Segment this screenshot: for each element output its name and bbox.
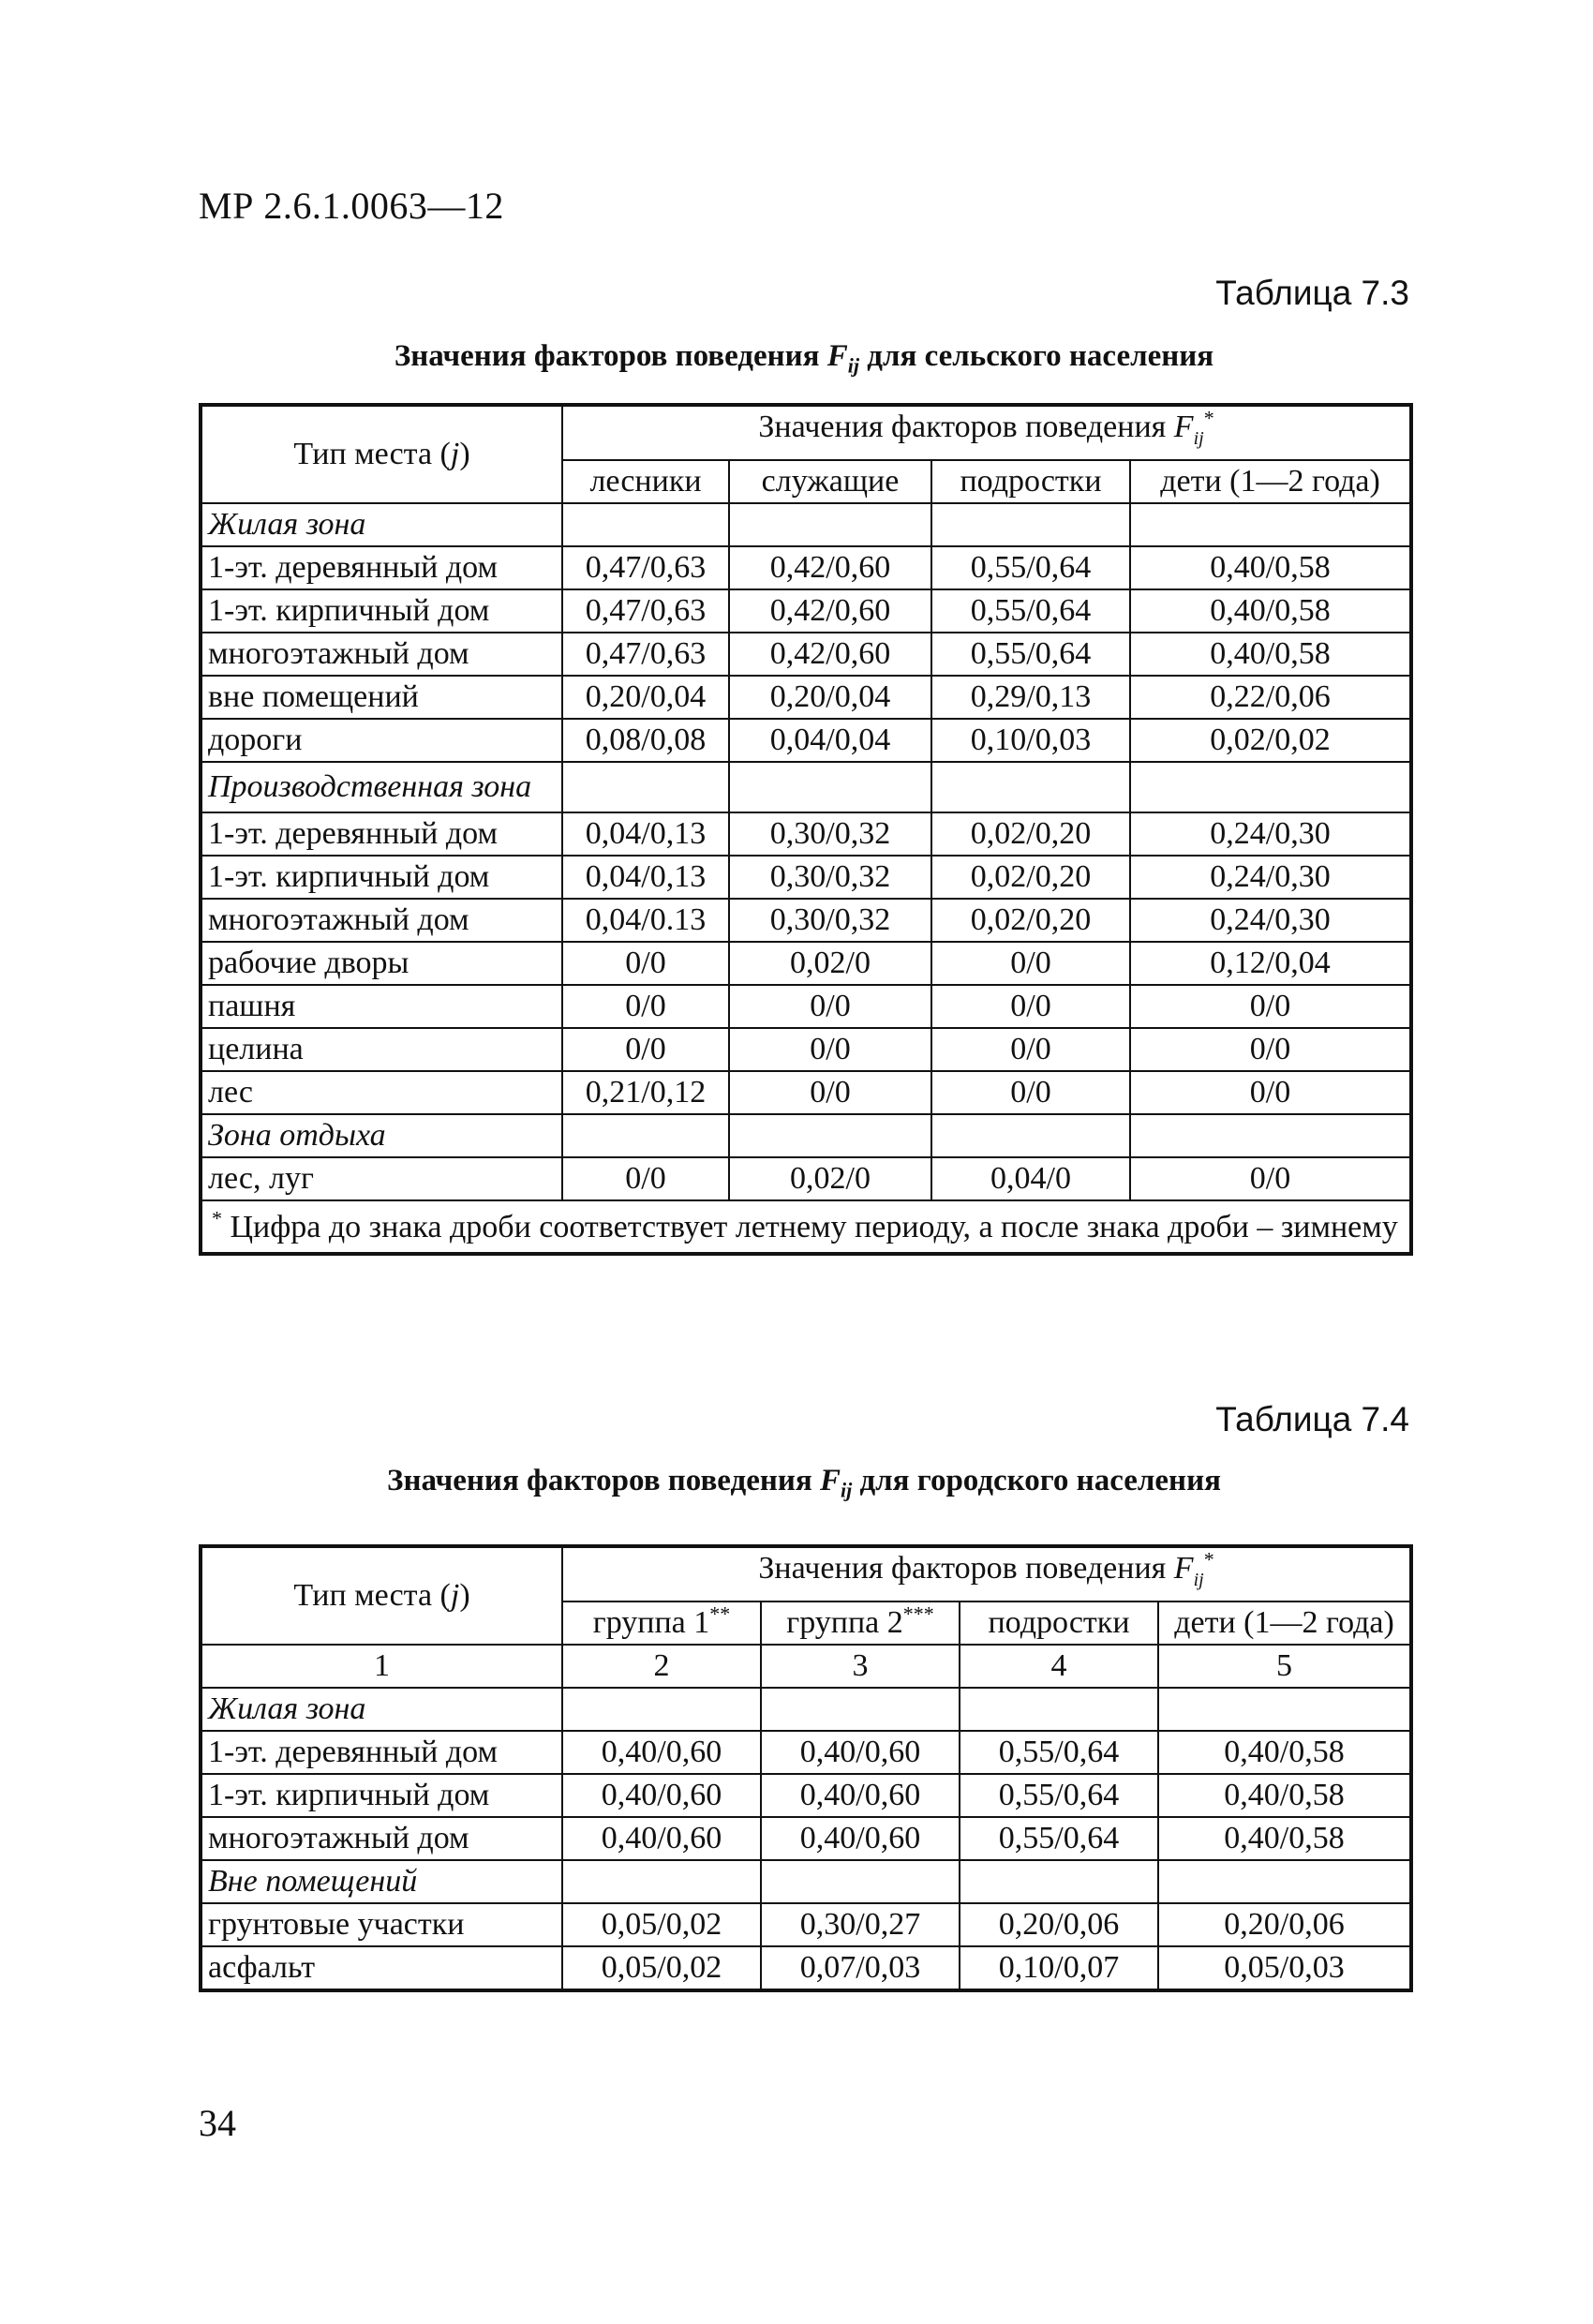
empty-cell: [1130, 503, 1411, 546]
value-cell: 0,20/0,04: [562, 676, 729, 719]
document-code: МР 2.6.1.0063—12: [199, 185, 504, 227]
title-var: F: [826, 339, 848, 373]
empty-cell: [562, 1114, 729, 1157]
value-cell: 0,20/0,06: [960, 1903, 1158, 1946]
value-cell: 0,04/0,04: [729, 719, 931, 762]
col-place-header: Тип места (j): [201, 1546, 562, 1645]
value-cell: 0,29/0,13: [931, 676, 1130, 719]
section-label: Зона отдыха: [201, 1114, 562, 1157]
empty-cell: [960, 1860, 1158, 1903]
empty-cell: [1158, 1688, 1411, 1731]
empty-cell: [761, 1860, 960, 1903]
value-cell: 0,42/0,60: [729, 633, 931, 676]
value-cell: 0,04/0: [931, 1157, 1130, 1200]
value-cell: 0,04/0,13: [562, 812, 729, 856]
table-row: [201, 1071, 1411, 1114]
section-row: [201, 1114, 1411, 1157]
empty-cell: [562, 1688, 761, 1731]
value-cell: 0,12/0,04: [1130, 942, 1411, 985]
table-row: [201, 1157, 1411, 1200]
value-cell: 0,02/0: [729, 1157, 931, 1200]
value-cell: 0,20/0,04: [729, 676, 931, 719]
value-cell: 0,04/0.13: [562, 899, 729, 942]
empty-cell: [1130, 1114, 1411, 1157]
table-7-3: [199, 403, 1413, 1256]
section-label: Вне помещений: [201, 1860, 562, 1903]
column-number: 3: [761, 1645, 960, 1688]
value-cell: 0/0: [1130, 985, 1411, 1028]
value-cell: 0,40/0,58: [1158, 1774, 1411, 1817]
value-cell: 0,40/0,60: [761, 1774, 960, 1817]
value-cell: 0,55/0,64: [931, 546, 1130, 589]
value-cell: 0,05/0,02: [562, 1946, 761, 1990]
value-cell: 0,47/0,63: [562, 633, 729, 676]
value-cell: 0/0: [931, 1071, 1130, 1114]
column-number: 5: [1158, 1645, 1411, 1688]
table-row: [201, 633, 1411, 676]
value-cell: 0/0: [729, 1028, 931, 1071]
column-number: 1: [201, 1645, 562, 1688]
column-mark: ***: [902, 1601, 934, 1626]
section-row: [201, 503, 1411, 546]
section-row: [201, 762, 1411, 812]
table-7-3-label: Таблица 7.3: [1215, 274, 1409, 312]
column-header: [761, 1601, 960, 1645]
empty-cell: [729, 1114, 931, 1157]
place-cell: 1-эт. деревянный дом: [201, 546, 562, 589]
value-cell: 0,40/0,58: [1158, 1731, 1411, 1774]
value-cell: 0,30/0,32: [729, 899, 931, 942]
value-cell: 0/0: [562, 942, 729, 985]
section-row: [201, 1688, 1411, 1731]
table-7-3-title: [199, 339, 1409, 379]
value-cell: 0/0: [1130, 1028, 1411, 1071]
column-header: дети (1—2 года): [1130, 460, 1411, 503]
value-cell: 0,04/0,13: [562, 856, 729, 899]
value-cell: 0,47/0,63: [562, 589, 729, 633]
section-label: Жилая зона: [201, 503, 562, 546]
place-cell: лес, луг: [201, 1157, 562, 1200]
value-cell: 0,24/0,30: [1130, 856, 1411, 899]
table-row: [201, 1903, 1411, 1946]
value-cell: 0,05/0,03: [1158, 1946, 1411, 1990]
empty-cell: [931, 1114, 1130, 1157]
place-cell: лес: [201, 1071, 562, 1114]
column-label: дети (1—2 года): [1174, 1604, 1394, 1640]
value-cell: 0,20/0,06: [1158, 1903, 1411, 1946]
place-cell: 1-эт. деревянный дом: [201, 812, 562, 856]
place-cell: рабочие дворы: [201, 942, 562, 985]
value-cell: 0,05/0,02: [562, 1903, 761, 1946]
column-number: 2: [562, 1645, 761, 1688]
value-cell: 0,02/0: [729, 942, 931, 985]
value-cell: 0,42/0,60: [729, 589, 931, 633]
value-cell: 0,24/0,30: [1130, 812, 1411, 856]
value-cell: 0,40/0,58: [1158, 1817, 1411, 1860]
value-cell: 0/0: [562, 1028, 729, 1071]
table-row: [201, 1817, 1411, 1860]
page-number: 34: [199, 2102, 236, 2144]
value-cell: 0,07/0,03: [761, 1946, 960, 1990]
value-cell: 0,02/0,20: [931, 812, 1130, 856]
place-cell: асфальт: [201, 1946, 562, 1990]
table-row: [201, 942, 1411, 985]
title-prefix: Значения факторов поведения: [387, 1464, 820, 1497]
place-cell: 1-эт. кирпичный дом: [201, 856, 562, 899]
empty-cell: [1158, 1860, 1411, 1903]
empty-cell: [729, 762, 931, 812]
place-cell: дороги: [201, 719, 562, 762]
value-cell: 0,10/0,07: [960, 1946, 1158, 1990]
group-header: Значения факторов поведения $F_{ij}^*$: [562, 1546, 1411, 1601]
value-cell: 0,24/0,30: [1130, 899, 1411, 942]
empty-cell: [1130, 762, 1411, 812]
place-cell: грунтовые участки: [201, 1903, 562, 1946]
column-mark: **: [709, 1601, 731, 1626]
table-row: [201, 1774, 1411, 1817]
footnote-row: [201, 1200, 1411, 1254]
value-cell: 0,55/0,64: [960, 1817, 1158, 1860]
column-header: подростки: [931, 460, 1130, 503]
value-cell: 0,55/0,64: [931, 633, 1130, 676]
title-prefix: Значения факторов поведения: [394, 339, 827, 373]
value-cell: 0,30/0,32: [729, 812, 931, 856]
value-cell: 0,42/0,60: [729, 546, 931, 589]
value-cell: 0,02/0,20: [931, 899, 1130, 942]
value-cell: 0/0: [1130, 1071, 1411, 1114]
column-label: подростки: [988, 1604, 1130, 1640]
table-7-4-title: [199, 1464, 1409, 1503]
table-row: [201, 812, 1411, 856]
place-cell: многоэтажный дом: [201, 899, 562, 942]
value-cell: 0,47/0,63: [562, 546, 729, 589]
value-cell: 0,02/0,02: [1130, 719, 1411, 762]
title-sub: ij: [840, 1478, 853, 1502]
column-number: 4: [960, 1645, 1158, 1688]
table-row: [201, 1731, 1411, 1774]
value-cell: 0,40/0,58: [1130, 633, 1411, 676]
value-cell: 0,40/0,58: [1130, 589, 1411, 633]
value-cell: 0/0: [729, 985, 931, 1028]
value-cell: 0/0: [562, 1157, 729, 1200]
empty-cell: [562, 762, 729, 812]
empty-cell: [562, 1860, 761, 1903]
value-cell: 0,30/0,27: [761, 1903, 960, 1946]
column-label: группа 1: [592, 1604, 710, 1640]
table-row: [201, 676, 1411, 719]
place-cell: пашня: [201, 985, 562, 1028]
value-cell: 0/0: [729, 1071, 931, 1114]
value-cell: 0,40/0,60: [761, 1817, 960, 1860]
place-cell: вне помещений: [201, 676, 562, 719]
table-7-4: [199, 1544, 1413, 1992]
value-cell: 0/0: [931, 942, 1130, 985]
place-cell: многоэтажный дом: [201, 1817, 562, 1860]
title-suffix: для сельского населения: [859, 339, 1214, 373]
empty-cell: [761, 1688, 960, 1731]
place-cell: целина: [201, 1028, 562, 1071]
column-header: лесники: [562, 460, 729, 503]
place-cell: 1-эт. кирпичный дом: [201, 1774, 562, 1817]
value-cell: 0,10/0,03: [931, 719, 1130, 762]
value-cell: 0,40/0,60: [761, 1731, 960, 1774]
value-cell: 0/0: [931, 985, 1130, 1028]
value-cell: 0,30/0,32: [729, 856, 931, 899]
place-cell: 1-эт. кирпичный дом: [201, 589, 562, 633]
column-header: служащие: [729, 460, 931, 503]
value-cell: 0/0: [562, 985, 729, 1028]
value-cell: 0,55/0,64: [960, 1774, 1158, 1817]
value-cell: 0,40/0,60: [562, 1731, 761, 1774]
empty-cell: [729, 503, 931, 546]
place-cell: 1-эт. деревянный дом: [201, 1731, 562, 1774]
value-cell: 0,40/0,60: [562, 1817, 761, 1860]
column-label: группа 2: [786, 1604, 903, 1640]
col-place-header: Тип места (j): [201, 405, 562, 503]
table-row: [201, 546, 1411, 589]
place-cell: многоэтажный дом: [201, 633, 562, 676]
value-cell: 0,55/0,64: [931, 589, 1130, 633]
column-header: [562, 1601, 761, 1645]
footnote-mark: *: [212, 1206, 222, 1230]
value-cell: 0/0: [1130, 1157, 1411, 1200]
value-cell: 0,21/0,12: [562, 1071, 729, 1114]
group-header: Значения факторов поведения $F_{ij}^*$: [562, 405, 1411, 460]
section-row: [201, 1860, 1411, 1903]
value-cell: 0,40/0,60: [562, 1774, 761, 1817]
table-row: [201, 1028, 1411, 1071]
section-label: Производственная зона: [201, 762, 562, 812]
empty-cell: [960, 1688, 1158, 1731]
table-row: [201, 719, 1411, 762]
value-cell: 0,08/0,08: [562, 719, 729, 762]
title-suffix: для городского населения: [852, 1464, 1221, 1497]
empty-cell: [931, 762, 1130, 812]
value-cell: 0,02/0,20: [931, 856, 1130, 899]
empty-cell: [562, 503, 729, 546]
value-cell: 0,55/0,64: [960, 1731, 1158, 1774]
column-header: [960, 1601, 1158, 1645]
footnote-text: Цифра до знака дроби соответствует летнему периоду, а после знака дроби – зимнему: [222, 1209, 1398, 1244]
value-cell: 0,22/0,06: [1130, 676, 1411, 719]
value-cell: 0,40/0,58: [1130, 546, 1411, 589]
column-header: [1158, 1601, 1411, 1645]
title-sub: ij: [847, 353, 860, 378]
empty-cell: [931, 503, 1130, 546]
table-row: [201, 589, 1411, 633]
value-cell: 0/0: [931, 1028, 1130, 1071]
title-var: F: [819, 1464, 841, 1497]
table-row: [201, 899, 1411, 942]
table-row: [201, 1946, 1411, 1990]
section-label: Жилая зона: [201, 1688, 562, 1731]
table-row: [201, 856, 1411, 899]
footnote: [201, 1200, 1411, 1254]
table-7-4-label: Таблица 7.4: [1215, 1400, 1409, 1438]
table-row: [201, 985, 1411, 1028]
